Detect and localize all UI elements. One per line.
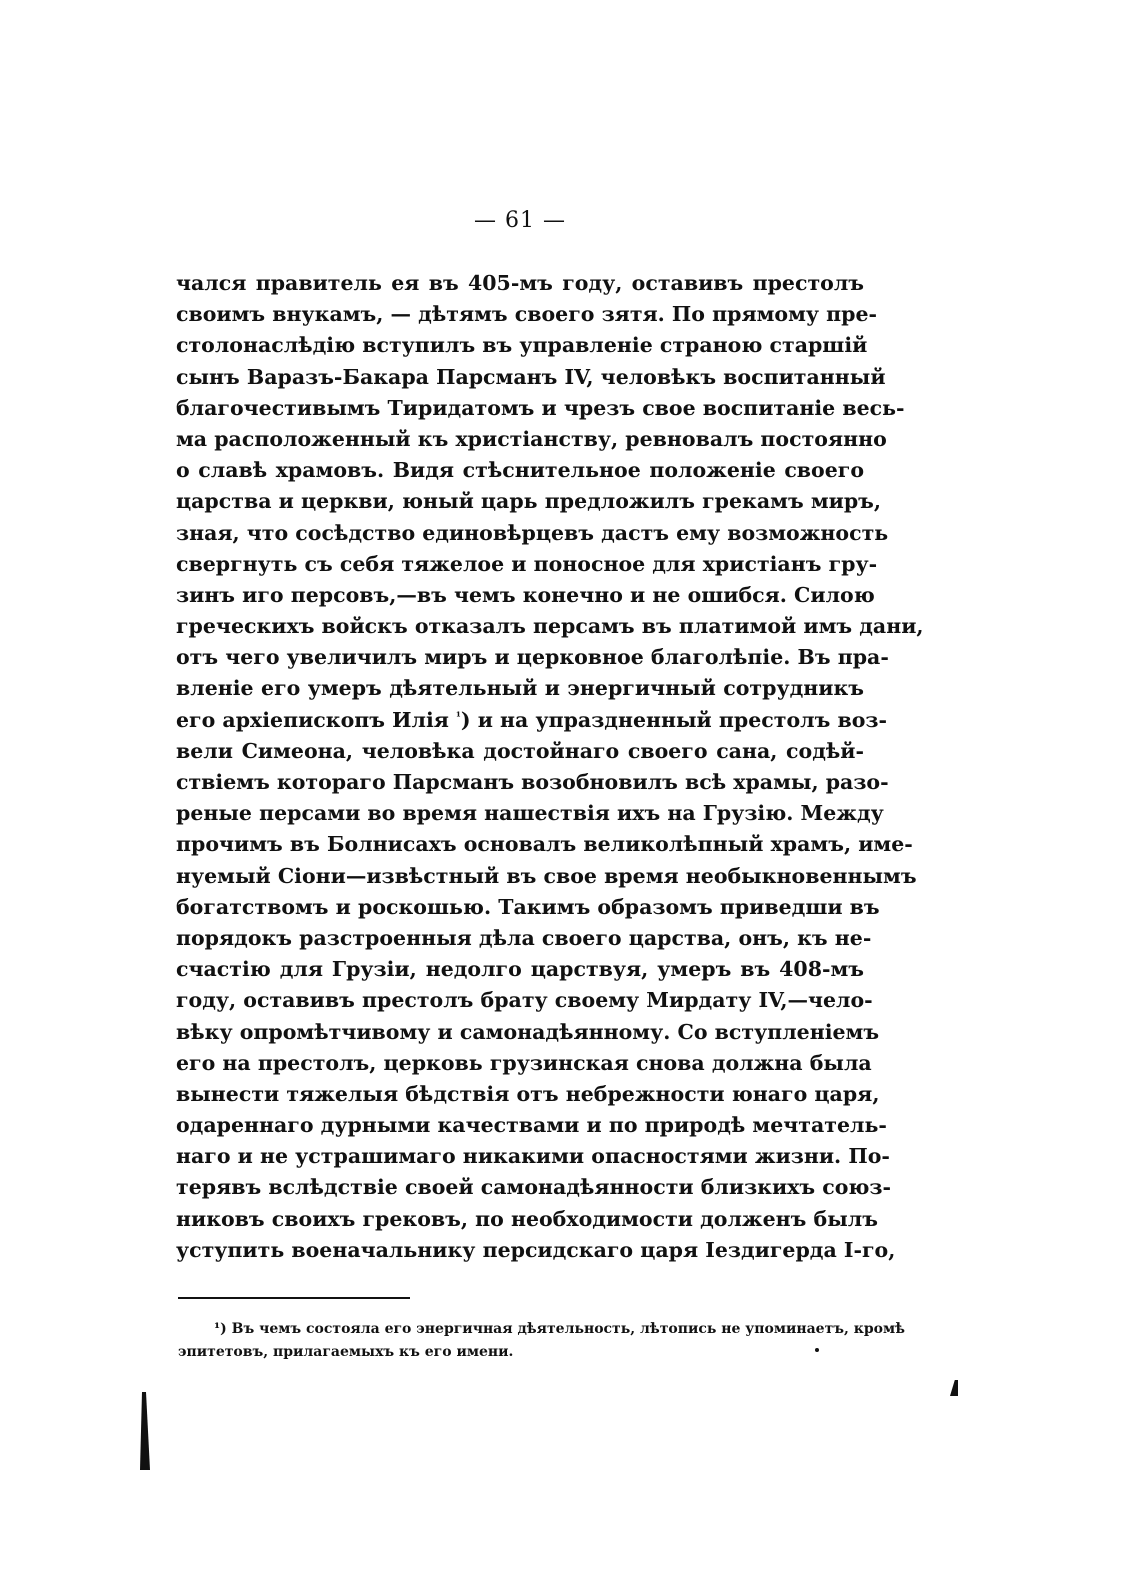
text-line: царства и церкви, юный царь предложилъ грекамъ миръ, <box>176 489 882 514</box>
text-line: столонаслѣдію вступилъ въ управленіе страною старшій <box>176 333 868 358</box>
text-line: греческихъ войскъ отказалъ персамъ въ платимой имъ дани, <box>176 614 924 639</box>
text-line: счастію для Грузіи, недолго царствуя, умеръ въ 408-мъ <box>176 957 864 982</box>
text-line: отъ чего увеличилъ миръ и церковное благолѣпіе. Въ пра- <box>176 645 889 670</box>
text-line: прочимъ въ Болнисахъ основалъ великолѣпный храмъ, име- <box>176 832 913 857</box>
footnote <box>178 1318 905 1364</box>
text-line: вынести тяжелыя бѣдствія отъ небрежности юнаго царя, <box>176 1081 880 1106</box>
text-line: его на престолъ, церковь грузинская снова должна была <box>176 1050 872 1075</box>
text-line: богатствомъ и роскошью. Такимъ образомъ приведши въ <box>176 894 880 919</box>
text-line: году, оставивъ престолъ брату своему Мирдату IV,—чело- <box>176 988 873 1013</box>
scan-artifact-mark <box>140 1392 150 1470</box>
scan-artifact-mark <box>950 1380 958 1396</box>
text-line: наго и не устрашимаго никакими опасностями жизни. По- <box>176 1144 890 1169</box>
text-line-with-footnote-ref <box>176 705 887 736</box>
footnote-line: эпитетовъ, прилагаемыхъ къ его имени. <box>178 1344 514 1360</box>
text-line: своимъ внукамъ, — дѣтямъ своего зятя. По прямому пре- <box>176 302 878 327</box>
page-number: — 61 — <box>474 208 566 233</box>
text-line: одареннаго дурными качествами и по природѣ мечтатель- <box>176 1113 887 1138</box>
main-text <box>176 268 924 1266</box>
text-line: зинъ иго персовъ,—въ чемъ конечно и не ошибся. Силою <box>176 582 875 607</box>
text-line: сынъ Варазъ-Бакара Парсманъ IV, человѣкъ воспитанный <box>176 364 886 389</box>
text-line: никовъ своихъ грековъ, по необходимости долженъ былъ <box>176 1206 878 1231</box>
text-line: терявъ вслѣдствіе своей самонадѣянности близкихъ союз- <box>176 1175 892 1200</box>
text-line: вели Симеона, человѣка достойнаго своего сана, содѣй- <box>176 738 864 763</box>
text-line: ствіемъ котораго Парсманъ возобновилъ всѣ храмы, разо- <box>176 770 889 794</box>
text-line: нуемый Сіони—извѣстный въ свое время необыкновеннымъ <box>176 863 917 888</box>
text-line: зная, что сосѣдство единовѣрцевъ дастъ ему возможность <box>176 520 889 545</box>
text-line: уступить военачальнику персидскаго царя Іездигерда I-го, <box>176 1237 896 1262</box>
text-line: о славѣ храмовъ. Видя стѣснительное положеніе своего <box>176 458 864 483</box>
text-fragment: ) и на упраздненный престолъ воз- <box>460 707 887 732</box>
text-line: свергнуть съ себя тяжелое и поносное для христіанъ гру- <box>176 551 878 576</box>
text-line: порядокъ разстроенныя дѣла своего царства, онъ, къ не- <box>176 925 872 950</box>
footnote-marker: ¹ <box>456 709 461 723</box>
text-line: ма расположенный къ христіанству, ревновалъ постоянно <box>176 426 887 451</box>
footnote-divider <box>178 1297 410 1299</box>
text-line: вѣку опромѣтчивому и самонадѣянному. Со вступленіемъ <box>176 1019 880 1044</box>
footnote-line: ¹) Въ чемъ состояла его энергичная дѣятельность, лѣтопись не упоминаетъ, кромѣ <box>214 1321 905 1337</box>
text-line: реные персами во время нашествія ихъ на Грузію. Между <box>176 801 884 826</box>
text-line: благочестивымъ Тиридатомъ и чрезъ свое воспитаніе весь- <box>176 395 905 420</box>
scan-artifact-dot <box>815 1348 819 1352</box>
text-line: вленіе его умеръ дѣятельный и энергичный сотрудникъ <box>176 676 864 701</box>
text-fragment: его архіепископъ Илія <box>176 707 449 732</box>
text-line: чался правитель ея въ 405-мъ году, оставивъ престолъ <box>176 271 864 295</box>
